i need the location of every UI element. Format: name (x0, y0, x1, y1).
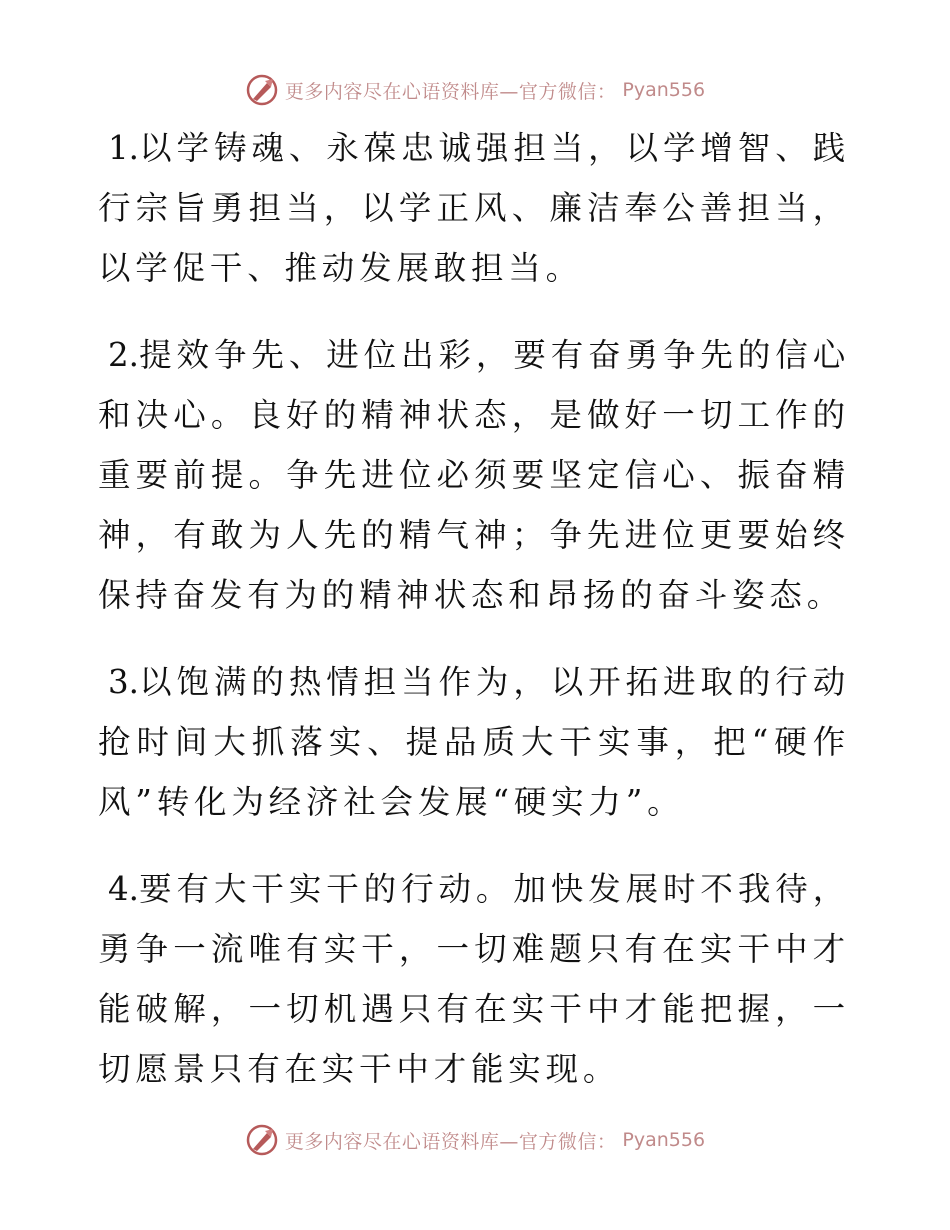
paragraph-4 (98, 859, 850, 1099)
paragraph-text: 以饱满的热情担当作为，以开拓进取的行动抢时间大抓落实、提品质大干实事，把“硬作风”转化为经济社会发展“硬实力”。 (98, 663, 850, 821)
document-body (98, 118, 850, 1126)
watermark-handle: Pyan556 (622, 1129, 706, 1151)
watermark-text: 更多内容尽在心语资料库—官方微信： (284, 80, 617, 103)
quill-logo-icon (245, 1123, 279, 1157)
paragraph-number: 2. (108, 336, 140, 374)
footer-watermark (0, 1120, 950, 1160)
paragraph-number: 1. (108, 129, 140, 167)
paragraph-2 (98, 325, 850, 625)
watermark-text: 更多内容尽在心语资料库—官方微信： (284, 1130, 617, 1153)
paragraph-number: 4. (108, 870, 140, 908)
header-watermark (0, 70, 950, 110)
paragraph-text: 以学铸魂、永葆忠诚强担当，以学增智、践行宗旨勇担当，以学正风、廉洁奉公善担当，以学促干、推动发展敢担当。 (98, 129, 850, 287)
paragraph-number: 3. (108, 663, 140, 701)
watermark-handle: Pyan556 (622, 79, 706, 101)
paragraph-3 (98, 652, 850, 832)
paragraph-text: 提效争先、进位出彩，要有奋勇争先的信心和决心。良好的精神状态，是做好一切工作的重要前提。争先进位必须要坚定信心、振奋精神，有敢为人先的精气神；争先进位更要始终保持奋发有为的精神状态和昂扬的奋斗姿态。 (98, 336, 850, 614)
paragraph-text: 要有大干实干的行动。加快发展时不我待，勇争一流唯有实干，一切难题只有在实干中才能破解，一切机遇只有在实干中才能把握，一切愿景只有在实干中才能实现。 (98, 870, 850, 1088)
paragraph-1 (98, 118, 850, 298)
quill-logo-icon (245, 73, 279, 107)
